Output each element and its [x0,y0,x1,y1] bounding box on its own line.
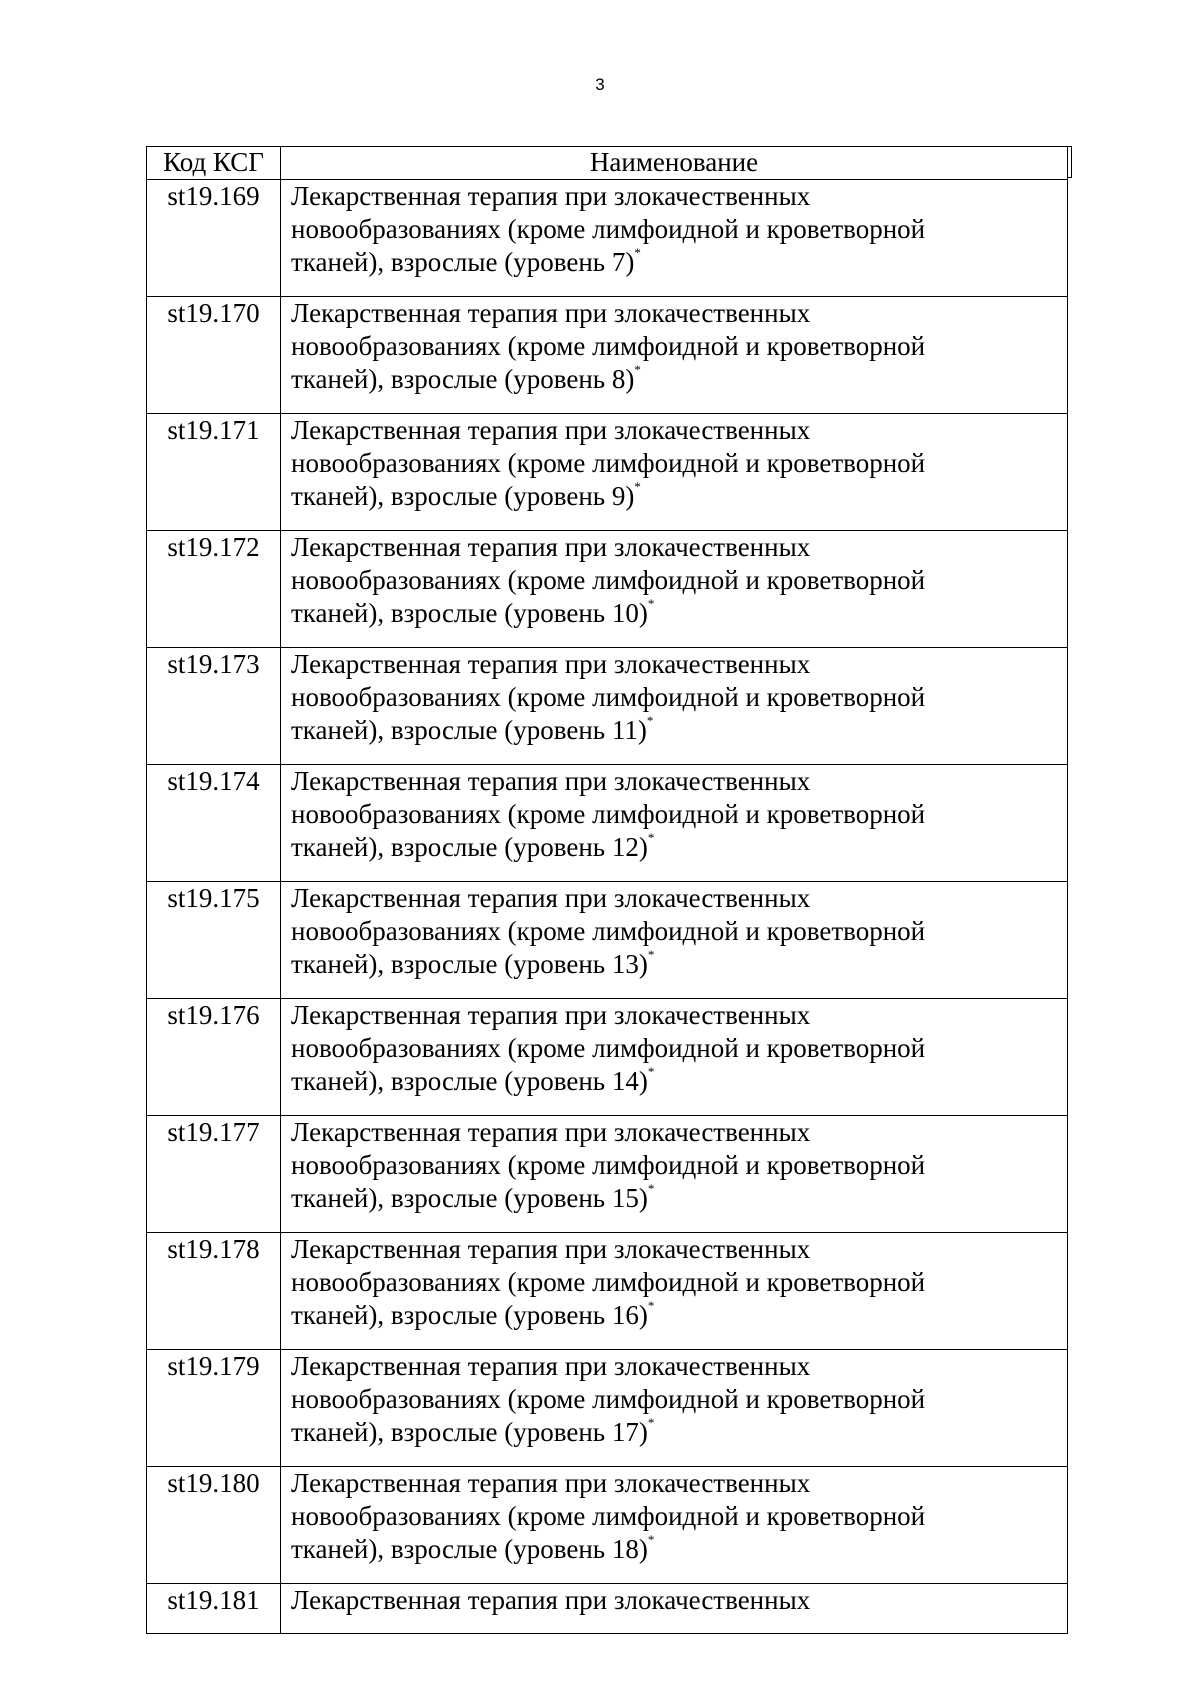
name-line: Лекарственная терапия при злокачественных [291,1117,811,1147]
ksg-name [281,1350,1068,1467]
footnote-asterisk: * [647,1532,655,1547]
footnote-asterisk: * [646,713,654,728]
footnote-asterisk: * [647,947,655,962]
name-line: новообразованиях (кроме лимфоидной и кроветворной [291,448,926,478]
name-line: тканей), взрослые (уровень 10) [291,598,648,628]
ksg-table [146,146,1068,1634]
ksg-code: st19.177 [147,1116,281,1233]
ksg-name [281,648,1068,765]
name-line: новообразованиях (кроме лимфоидной и кроветворной [291,331,926,361]
name-line: новообразованиях (кроме лимфоидной и кроветворной [291,916,926,946]
name-line: новообразованиях (кроме лимфоидной и кроветворной [291,1033,926,1063]
name-line: Лекарственная терапия при злокачественных [291,1351,811,1381]
footnote-asterisk: * [647,1415,655,1430]
name-line: Лекарственная терапия при злокачественных [291,1234,811,1264]
name-line: Лекарственная терапия при злокачественных [291,532,811,562]
table-row [147,414,1068,531]
name-line: Лекарственная терапия при злокачественных [291,883,811,913]
name-line: Лекарственная терапия при злокачественных [291,181,811,211]
ksg-name [281,297,1068,414]
name-line: Лекарственная терапия при злокачественных [291,298,811,328]
name-line: новообразованиях (кроме лимфоидной и кроветворной [291,565,926,595]
ksg-name [281,1467,1068,1584]
table-row [147,765,1068,882]
name-line: тканей), взрослые (уровень 7) [291,247,635,277]
ksg-code: st19.174 [147,765,281,882]
table-row [147,1584,1068,1634]
table-row [147,882,1068,999]
page-number: 3 [595,75,605,94]
table-row [147,1233,1068,1350]
ksg-name [281,414,1068,531]
ksg-name [281,1584,1068,1634]
name-line: Лекарственная терапия при злокачественных [291,415,811,445]
table-row [147,297,1068,414]
name-line: Лекарственная терапия при злокачественных [291,649,811,679]
ksg-code: st19.180 [147,1467,281,1584]
name-line: новообразованиях (кроме лимфоидной и кроветворной [291,1501,926,1531]
name-line: тканей), взрослые (уровень 12) [291,832,648,862]
table-row [147,999,1068,1116]
ksg-code: st19.170 [147,297,281,414]
name-line: новообразованиях (кроме лимфоидной и кроветворной [291,1384,926,1414]
ksg-name [281,1116,1068,1233]
name-line: тканей), взрослые (уровень 16) [291,1300,648,1330]
name-line: новообразованиях (кроме лимфоидной и кроветворной [291,799,926,829]
name-line: тканей), взрослые (уровень 8) [291,364,635,394]
name-line: Лекарственная терапия при злокачественных [291,1585,811,1615]
footnote-asterisk: * [634,362,641,377]
ksg-code: st19.175 [147,882,281,999]
ksg-name [281,999,1068,1116]
table-row [147,1350,1068,1467]
name-line: тканей), взрослые (уровень 15) [291,1183,648,1213]
ksg-name [281,1233,1068,1350]
ksg-name [281,531,1068,648]
table-row [147,1467,1068,1584]
ksg-code: st19.176 [147,999,281,1116]
footnote-asterisk: * [647,596,655,611]
table-row [147,180,1068,297]
name-line: новообразованиях (кроме лимфоидной и кроветворной [291,1150,926,1180]
ksg-name [281,180,1068,297]
name-line: тканей), взрослые (уровень 9) [291,481,635,511]
footnote-asterisk: * [647,1064,655,1079]
footnote-asterisk: * [634,479,641,494]
name-line: новообразованиях (кроме лимфоидной и кроветворной [291,1267,926,1297]
header-name: Наименование [281,147,1068,180]
footnote-asterisk: * [647,1298,655,1313]
footnote-asterisk: * [647,830,655,845]
ksg-name [281,765,1068,882]
header-border-overhang [1068,146,1072,178]
name-line: тканей), взрослые (уровень 17) [291,1417,648,1447]
name-line: Лекарственная терапия при злокачественных [291,1000,811,1030]
name-line: новообразованиях (кроме лимфоидной и кроветворной [291,214,926,244]
ksg-name [281,882,1068,999]
name-line: тканей), взрослые (уровень 18) [291,1534,648,1564]
ksg-code: st19.178 [147,1233,281,1350]
table-header-row [147,147,1068,180]
table-row [147,531,1068,648]
ksg-code: st19.181 [147,1584,281,1634]
table-row [147,648,1068,765]
name-line: тканей), взрослые (уровень 14) [291,1066,648,1096]
name-line: новообразованиях (кроме лимфоидной и кроветворной [291,682,926,712]
footnote-asterisk: * [634,245,641,260]
header-code: Код КСГ [147,147,281,180]
footnote-asterisk: * [647,1181,655,1196]
ksg-code: st19.179 [147,1350,281,1467]
name-line: тканей), взрослые (уровень 11) [291,715,647,745]
ksg-code: st19.172 [147,531,281,648]
ksg-code: st19.169 [147,180,281,297]
name-line: Лекарственная терапия при злокачественных [291,766,811,796]
name-line: Лекарственная терапия при злокачественных [291,1468,811,1498]
table-row [147,1116,1068,1233]
ksg-code: st19.171 [147,414,281,531]
name-line: тканей), взрослые (уровень 13) [291,949,648,979]
ksg-code: st19.173 [147,648,281,765]
